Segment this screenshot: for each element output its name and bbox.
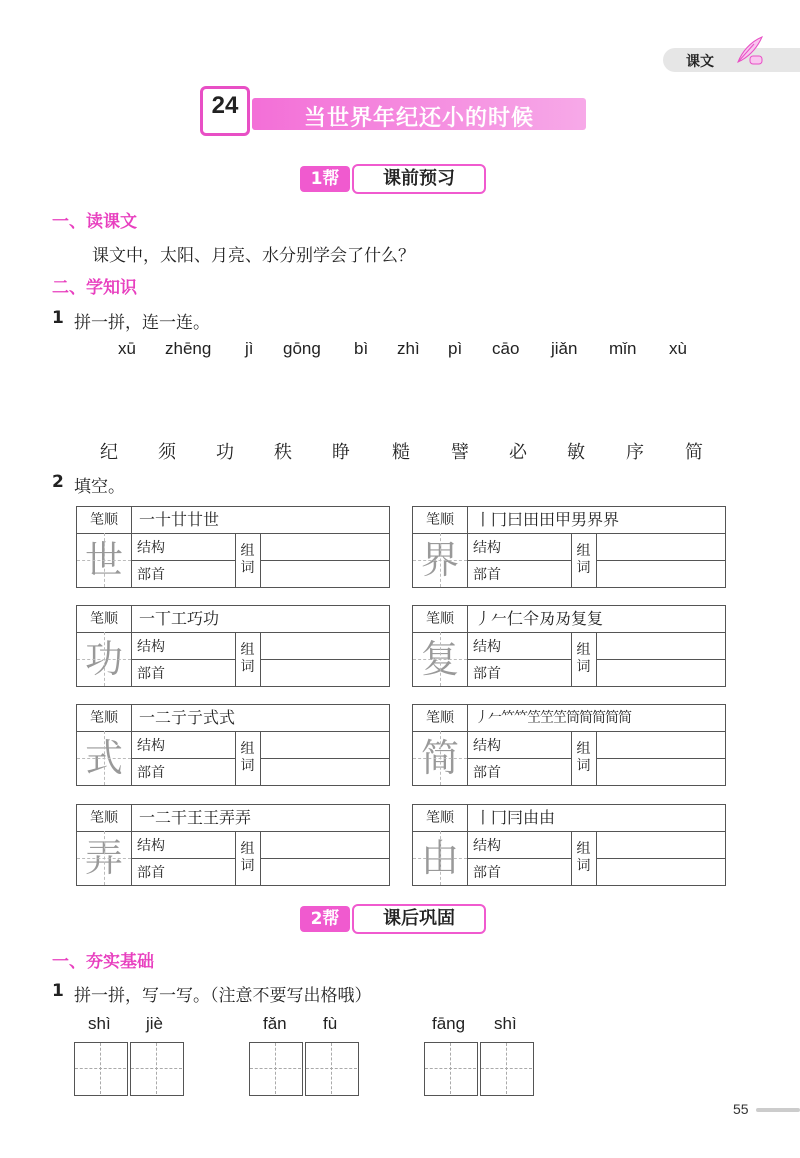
q3-text: 拼一拼，写一写。（注意不要写出格哦） bbox=[74, 986, 372, 1006]
radical-label: 部首 bbox=[137, 666, 165, 682]
writing-pinyin: shì bbox=[88, 1014, 111, 1033]
words-label: 组词 bbox=[571, 632, 597, 686]
strokes-label: 笔顺 bbox=[77, 507, 132, 533]
structure-label: 结构 bbox=[473, 639, 501, 655]
pinyin-item: xū bbox=[118, 339, 136, 358]
model-character: 弄 bbox=[77, 831, 132, 885]
stroke-order: 丨冂曰田田甲男界界 bbox=[475, 510, 620, 529]
words-label: 组词 bbox=[571, 731, 597, 785]
hanzi-item: 必 bbox=[509, 442, 527, 463]
pinyin-item: bì bbox=[354, 339, 369, 358]
words-label: 组词 bbox=[571, 831, 597, 885]
pinyin-item: pì bbox=[448, 339, 463, 358]
pinyin-item: xù bbox=[669, 339, 687, 358]
part3-heading: 一、夯实基础 bbox=[52, 952, 154, 972]
writing-grid-cell[interactable] bbox=[74, 1042, 128, 1096]
q3-number: 1 bbox=[52, 981, 64, 1001]
model-character: 式 bbox=[77, 731, 132, 785]
writing-grid-cell[interactable] bbox=[424, 1042, 478, 1096]
writing-grid-cell[interactable] bbox=[130, 1042, 184, 1096]
stroke-order: 一丅工巧功 bbox=[139, 609, 220, 628]
section2-title: 课后巩固 bbox=[352, 904, 486, 934]
lesson-number: 24 bbox=[211, 92, 239, 119]
char-card-jie bbox=[412, 506, 726, 588]
model-character: 界 bbox=[413, 533, 468, 587]
structure-label: 结构 bbox=[137, 838, 165, 854]
words-label: 组词 bbox=[235, 831, 261, 885]
hanzi-item: 序 bbox=[626, 442, 644, 463]
stroke-order: 一二干王王弄弄 bbox=[139, 808, 252, 827]
pinyin-item: jì bbox=[245, 339, 254, 358]
part1-text: 课文中，太阳、月亮、水分别学会了什么？ bbox=[92, 246, 415, 266]
strokes-label: 笔顺 bbox=[413, 507, 468, 533]
writing-pinyin: fǎn bbox=[263, 1014, 287, 1033]
strokes-label: 笔顺 bbox=[77, 705, 132, 731]
model-character: 功 bbox=[77, 632, 132, 686]
structure-label: 结构 bbox=[473, 540, 501, 556]
hanzi-item: 譬 bbox=[451, 442, 469, 463]
pinyin-item: zhēng bbox=[165, 339, 212, 358]
q2-number: 2 bbox=[52, 472, 64, 492]
part1-heading: 一、读课文 bbox=[52, 212, 137, 232]
pinyin-item: cāo bbox=[492, 339, 520, 358]
writing-pinyin: jiè bbox=[146, 1014, 164, 1033]
section1-title: 课前预习 bbox=[352, 164, 486, 194]
q1-number: 1 bbox=[52, 308, 64, 328]
strokes-label: 笔顺 bbox=[413, 606, 468, 632]
radical-label: 部首 bbox=[137, 765, 165, 781]
stroke-order: 丿𠂉𥫗𥫗笁笁笁筒简简简简 bbox=[475, 710, 631, 726]
words-label: 组词 bbox=[571, 533, 597, 587]
structure-label: 结构 bbox=[137, 738, 165, 754]
char-card-nong bbox=[76, 804, 390, 886]
strokes-label: 笔顺 bbox=[77, 805, 132, 831]
stroke-order: 一二亍亍式式 bbox=[139, 708, 236, 727]
words-label: 组词 bbox=[235, 731, 261, 785]
strokes-label: 笔顺 bbox=[77, 606, 132, 632]
section2-badge: 2帮 bbox=[300, 906, 350, 932]
pinyin-item: gōng bbox=[283, 339, 321, 358]
stroke-order: 丨冂冃由由 bbox=[475, 808, 556, 827]
strokes-label: 笔顺 bbox=[413, 705, 468, 731]
radical-label: 部首 bbox=[473, 666, 501, 682]
strokes-label: 笔顺 bbox=[413, 805, 468, 831]
model-character: 世 bbox=[77, 533, 132, 587]
radical-label: 部首 bbox=[473, 765, 501, 781]
part2-heading: 二、学知识 bbox=[52, 278, 137, 298]
hanzi-item: 纪 bbox=[100, 442, 118, 463]
writing-pinyin: shì bbox=[494, 1014, 517, 1033]
words-label: 组词 bbox=[235, 533, 261, 587]
char-card-jian bbox=[412, 704, 726, 786]
radical-label: 部首 bbox=[137, 865, 165, 881]
structure-label: 结构 bbox=[473, 838, 501, 854]
q2-text: 填空。 bbox=[74, 477, 125, 497]
char-card-shi bbox=[76, 506, 390, 588]
hanzi-item: 简 bbox=[685, 442, 703, 463]
char-card-shi2 bbox=[76, 704, 390, 786]
hanzi-item: 功 bbox=[216, 442, 234, 463]
model-character: 由 bbox=[413, 831, 468, 885]
writing-grid-cell[interactable] bbox=[305, 1042, 359, 1096]
stroke-order: 一十廿廿世 bbox=[139, 510, 220, 529]
model-character: 复 bbox=[413, 632, 468, 686]
structure-label: 结构 bbox=[137, 540, 165, 556]
hanzi-item: 须 bbox=[158, 442, 176, 463]
page-number: 55 bbox=[733, 1101, 749, 1117]
stroke-order: 丿𠂉仁仐夃夃复复 bbox=[475, 609, 604, 628]
char-card-you bbox=[412, 804, 726, 886]
page-number-bar bbox=[756, 1108, 800, 1112]
q1-text: 拼一拼，连一连。 bbox=[74, 313, 210, 333]
hanzi-item: 秩 bbox=[274, 442, 292, 463]
lesson-title: 当世界年纪还小的时候 bbox=[303, 106, 534, 131]
hanzi-item: 糙 bbox=[392, 442, 410, 463]
writing-pinyin: fāng bbox=[432, 1014, 466, 1033]
writing-pinyin: fù bbox=[323, 1014, 338, 1033]
radical-label: 部首 bbox=[137, 567, 165, 583]
model-character: 简 bbox=[413, 731, 468, 785]
words-label: 组词 bbox=[235, 632, 261, 686]
pinyin-item: mǐn bbox=[609, 339, 637, 358]
structure-label: 结构 bbox=[473, 738, 501, 754]
hanzi-item: 敏 bbox=[567, 442, 585, 463]
radical-label: 部首 bbox=[473, 865, 501, 881]
feather-pen-icon bbox=[732, 34, 766, 68]
writing-grid-cell[interactable] bbox=[249, 1042, 303, 1096]
writing-grid-cell[interactable] bbox=[480, 1042, 534, 1096]
pinyin-item: zhì bbox=[397, 339, 420, 358]
radical-label: 部首 bbox=[473, 567, 501, 583]
pinyin-item: jiǎn bbox=[551, 339, 578, 358]
header-tab-label: 课文 bbox=[686, 54, 714, 70]
structure-label: 结构 bbox=[137, 639, 165, 655]
hanzi-item: 睁 bbox=[332, 442, 350, 463]
char-card-gong bbox=[76, 605, 390, 687]
section1-badge: 1帮 bbox=[300, 166, 350, 192]
char-card-fu bbox=[412, 605, 726, 687]
